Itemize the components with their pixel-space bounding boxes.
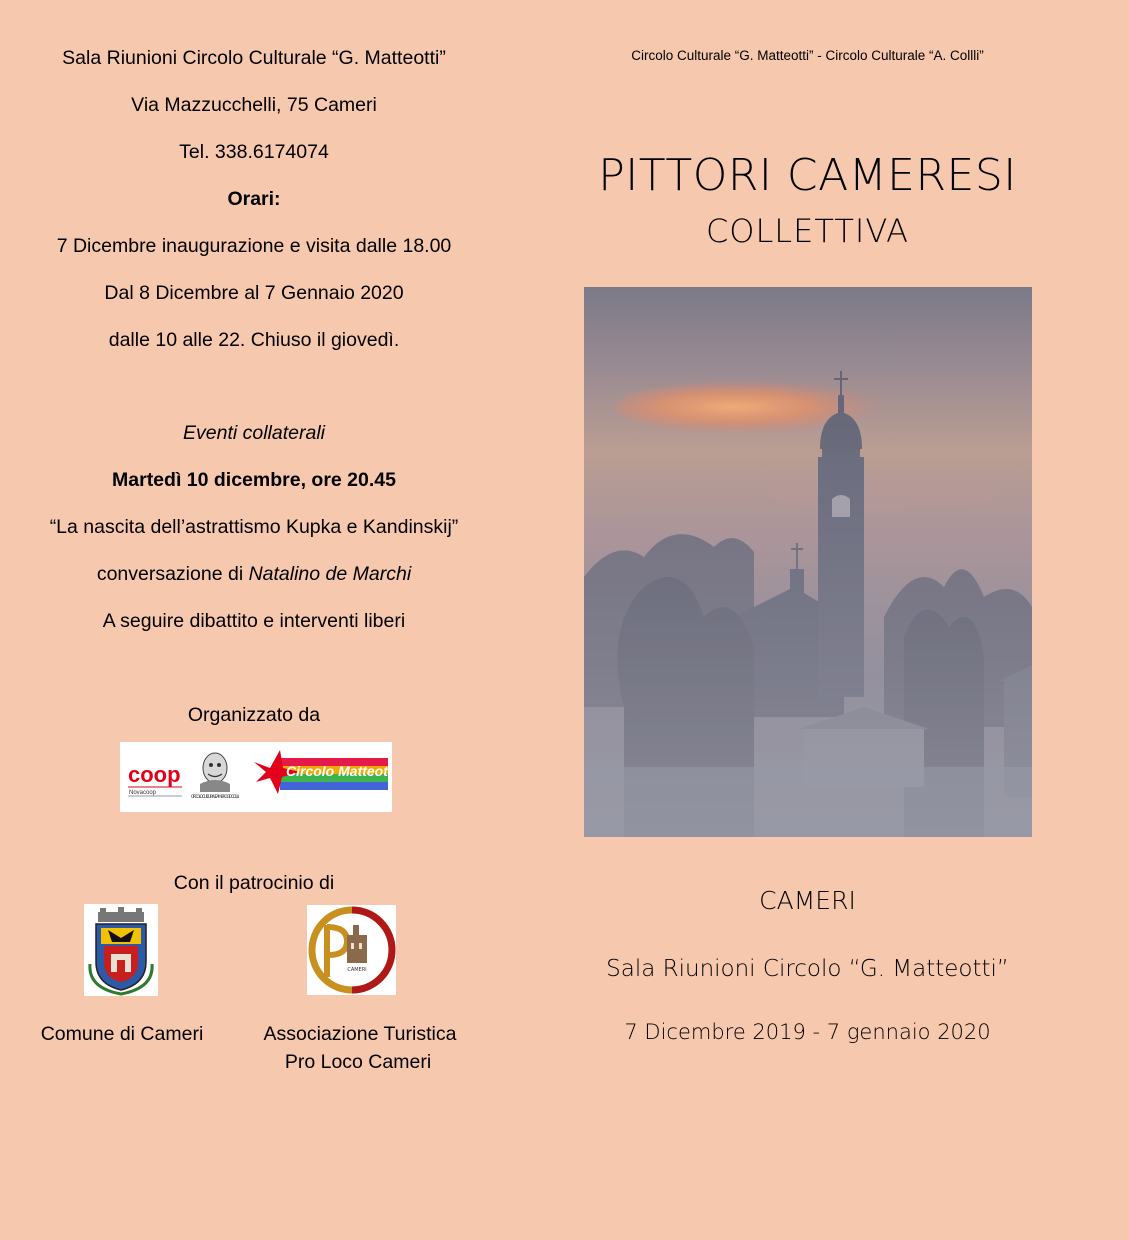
hours-opening: 7 Dicembre inaugurazione e visita dalle 18.00 [56, 235, 452, 257]
colli-logo-text: CIRCOLO CULTURALE AMBROGIO COLLI [191, 795, 239, 800]
matteotti-logo [254, 750, 392, 794]
coop-logo [128, 762, 182, 796]
patron-proloco-label-1: Associazione Turistica [263, 1023, 457, 1045]
venue-address: Via Mazzucchelli, 75 Cameri [131, 94, 377, 116]
organizer-logos [120, 742, 392, 812]
cover-photo-graphic [584, 287, 1032, 837]
events-heading: Eventi collaterali [183, 422, 325, 444]
organizers-line: Circolo Culturale “G. Matteotti” - Circolo Culturale “A. Collli” [631, 48, 984, 63]
comune-crest-graphic [84, 904, 158, 996]
hours-period: Dal 8 Dicembre al 7 Gennaio 2020 [104, 282, 404, 304]
patron-proloco-label-2: Pro Loco Cameri [284, 1051, 432, 1073]
venue-name: Sala Riunioni Circolo Culturale “G. Matteotti” [62, 47, 446, 69]
proloco-logo-text: CAMERI [347, 967, 367, 973]
hours-heading: Orari: [227, 188, 281, 210]
cover-venue: Sala Riunioni Circolo “G. Matteotti” [606, 956, 1009, 982]
proloco-logo [307, 905, 396, 995]
matteotti-logo-text: Circolo Matteotti [286, 763, 392, 779]
hours-daily: dalle 10 alle 22. Chiuso il giovedì. [108, 329, 400, 351]
event-date: Martedì 10 dicembre, ore 20.45 [112, 469, 396, 491]
patronage-heading: Con il patrocinio di [173, 872, 335, 894]
event-speaker-name: Natalino de Marchi [248, 563, 412, 585]
cover-photo [584, 287, 1032, 837]
patron-comune-label: Comune di Cameri [40, 1023, 204, 1045]
proloco-logo-graphic [307, 905, 396, 995]
comune-crest [84, 904, 158, 996]
exhibition-dates: 7 Dicembre 2019 - 7 gennaio 2020 [624, 1020, 991, 1044]
colli-logo [191, 753, 239, 800]
venue-phone: Tel. 338.6174074 [179, 141, 329, 163]
organizer-logos-graphic [120, 742, 392, 812]
event-speaker [0, 563, 508, 586]
exhibition-title: PITTORI CAMERESI [598, 150, 1017, 201]
exhibition-subtitle: COLLETTIVA [705, 212, 910, 250]
coop-logo-text: coop [128, 762, 181, 787]
organized-by-label: Organizzato da [187, 704, 321, 726]
event-follow: A seguire dibattito e interventi liberi [102, 610, 406, 632]
coop-logo-subtext: Novacoop [129, 790, 157, 796]
event-title: “La nascita dell’astrattismo Kupka e Kandinskij” [49, 516, 459, 538]
town-name: CAMERI [759, 886, 856, 915]
event-speaker-prefix: conversazione di [96, 563, 249, 585]
